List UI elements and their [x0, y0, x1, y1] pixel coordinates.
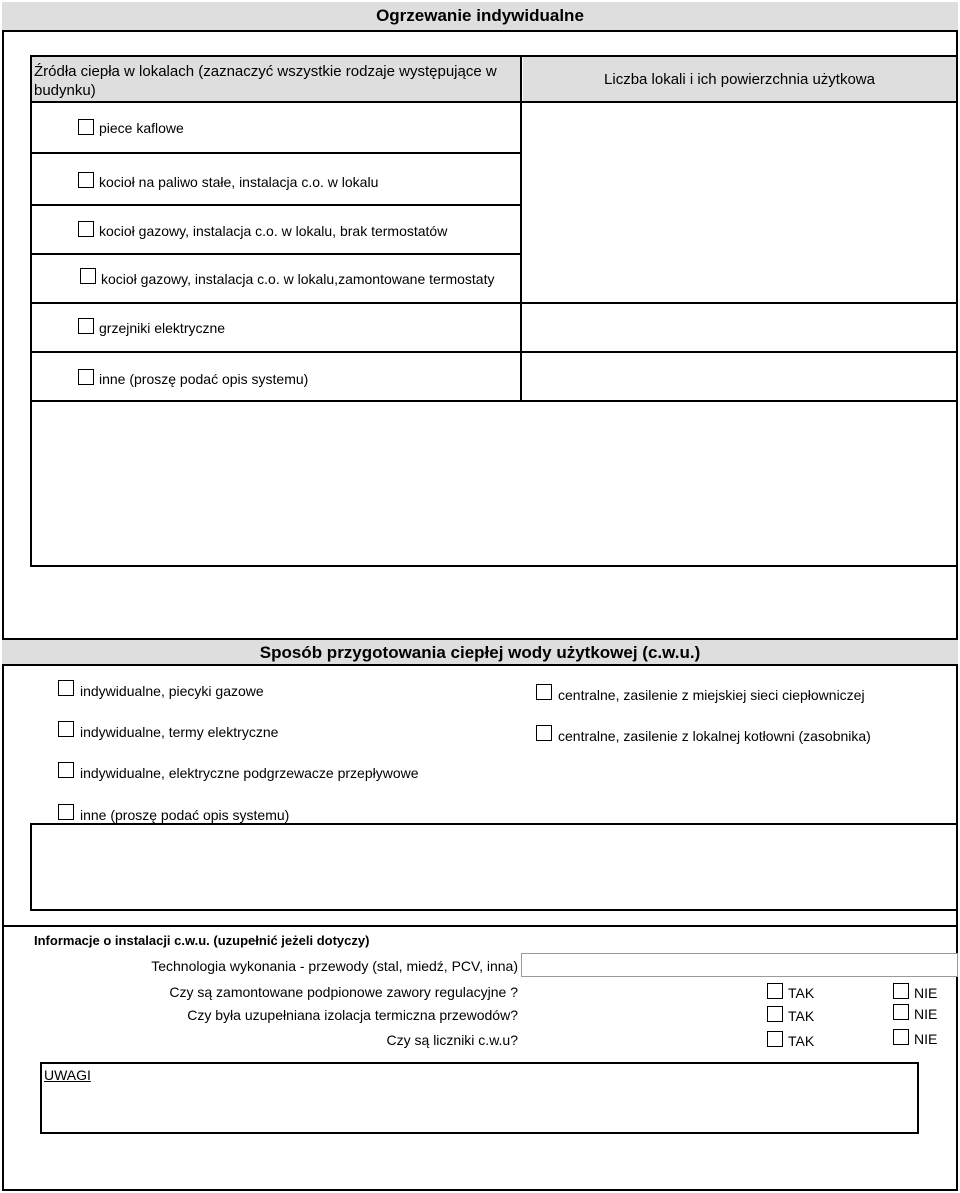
other-system-description-field[interactable]	[32, 402, 956, 565]
technology-label: Technologia wykonania - przewody (stal, miedź, PCV, inna)	[151, 958, 518, 974]
source-checkbox-electric-heaters[interactable]	[78, 318, 94, 334]
question-label: Czy są liczniki c.w.u?	[386, 1032, 518, 1048]
source-label: inne (proszę podać opis systemu)	[99, 371, 309, 387]
section-title-heating: Ogrzewanie indywidualne	[2, 2, 958, 32]
source-label: piece kaflowe	[99, 120, 184, 136]
yes-label: TAK	[788, 1008, 815, 1024]
hw-checkbox-gas-heaters[interactable]	[58, 680, 74, 696]
yes-label: TAK	[788, 1033, 815, 1049]
source-checkbox-gas-boiler-no-thermostats[interactable]	[78, 221, 94, 237]
valves-yes-checkbox[interactable]	[767, 983, 783, 999]
hw-other-description-field[interactable]	[30, 823, 958, 911]
technology-input[interactable]	[521, 953, 958, 977]
units-area-header	[523, 57, 956, 102]
hw-option-label: centralne, zasilenie z miejskiej sieci ciepłowniczej	[558, 687, 865, 703]
insulation-yes-checkbox[interactable]	[767, 1006, 783, 1022]
installation-info-title: Informacje o instalacji c.w.u. (uzupełnić jeżeli dotyczy)	[34, 933, 370, 948]
no-label: NIE	[914, 1006, 938, 1022]
meters-no-checkbox[interactable]	[893, 1029, 909, 1045]
source-label: grzejniki elektryczne	[99, 320, 226, 336]
hw-checkbox-flow-heaters[interactable]	[58, 762, 74, 778]
source-checkbox-gas-boiler-thermostats[interactable]	[80, 268, 96, 284]
no-label: NIE	[914, 985, 938, 1001]
section-divider	[2, 925, 958, 927]
row-divider	[32, 253, 521, 255]
hw-option-label: centralne, zasilenie z lokalnej kotłowni (zasobnika)	[558, 728, 871, 744]
source-label: kocioł gazowy, instalacja c.o. w lokalu, brak termostatów	[99, 223, 448, 239]
hw-checkbox-other[interactable]	[58, 804, 74, 820]
valves-no-checkbox[interactable]	[893, 983, 909, 999]
hw-option-label: indywidualne, termy elektryczne	[80, 724, 279, 740]
remarks-box[interactable]	[40, 1062, 919, 1134]
heat-sources-header-text: Źródła ciepła w lokalach (zaznaczyć wszystkie rodzaje występujące w budynku)	[34, 63, 497, 99]
hw-option-label: indywidualne, elektryczne podgrzewacze przepływowe	[80, 765, 419, 781]
heat-sources-header-left	[32, 57, 521, 102]
hw-checkbox-district-heating[interactable]	[536, 684, 552, 700]
meters-yes-checkbox[interactable]	[767, 1031, 783, 1047]
units-area-input[interactable]	[523, 104, 956, 152]
section-title-hot-water: Sposób przygotowania ciepłej wody użytkowej (c.w.u.)	[2, 638, 958, 666]
source-label: kocioł na paliwo stałe, instalacja c.o. w lokalu	[99, 174, 379, 190]
source-checkbox-solid-fuel-boiler[interactable]	[78, 172, 94, 188]
source-label: kocioł gazowy, instalacja c.o. w lokalu,zamontowane termostaty	[101, 271, 495, 287]
question-label: Czy była uzupełniana izolacja termiczna przewodów?	[187, 1007, 518, 1023]
hw-checkbox-local-boiler[interactable]	[536, 725, 552, 741]
source-checkbox-tiled-stove[interactable]	[78, 119, 94, 135]
source-checkbox-other[interactable]	[78, 369, 94, 385]
units-area-header-text: Liczba lokali i ich powierzchnia użytkowa	[604, 71, 875, 88]
column-divider	[520, 57, 522, 401]
row-divider	[32, 152, 521, 154]
remarks-label: UWAGI	[44, 1067, 91, 1083]
hw-option-label: indywidualne, piecyki gazowe	[80, 683, 264, 699]
row-divider	[30, 302, 958, 304]
hw-option-label: inne (proszę podać opis systemu)	[80, 807, 290, 823]
insulation-no-checkbox[interactable]	[893, 1004, 909, 1020]
yes-label: TAK	[788, 985, 815, 1001]
row-divider	[30, 351, 958, 353]
header-divider	[30, 101, 958, 103]
question-label: Czy są zamontowane podpionowe zawory regulacyjne ?	[169, 984, 518, 1000]
row-divider	[32, 204, 521, 206]
hw-checkbox-electric-boilers[interactable]	[58, 721, 74, 737]
no-label: NIE	[914, 1031, 938, 1047]
